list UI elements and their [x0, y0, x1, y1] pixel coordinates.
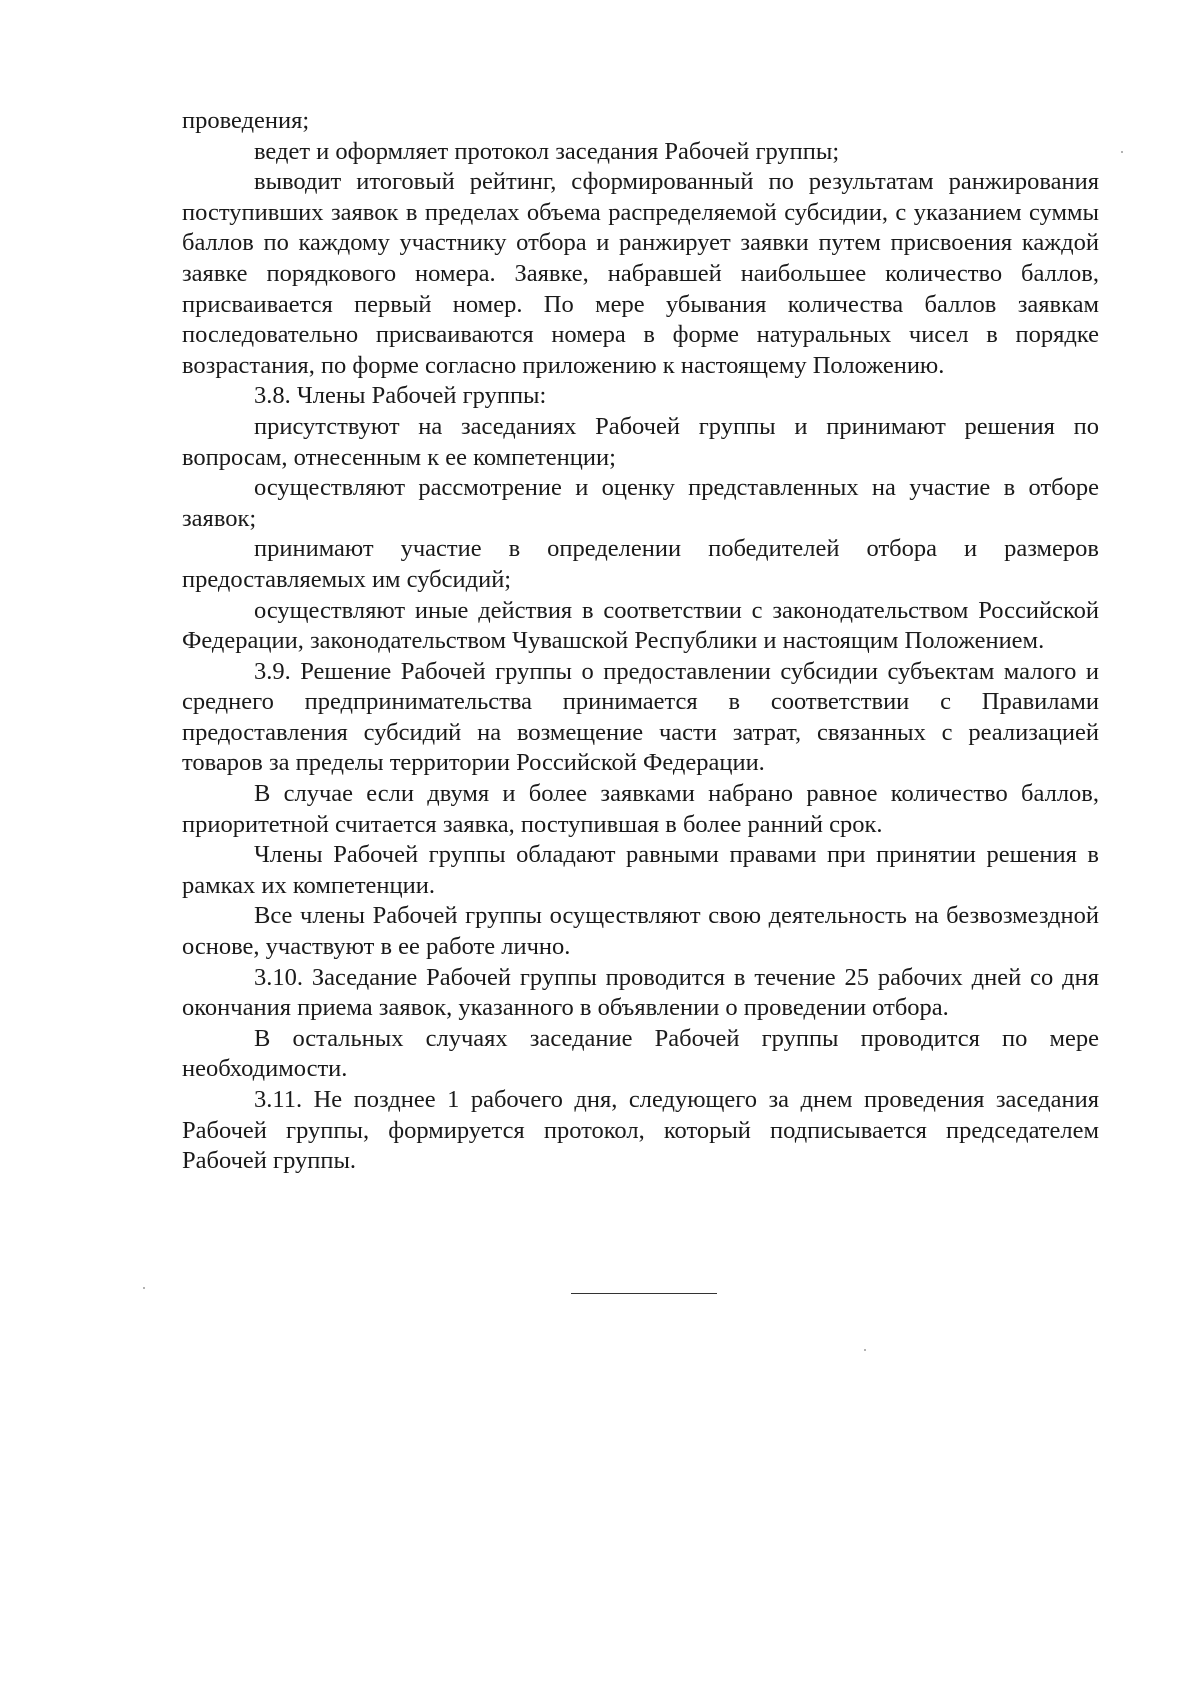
document-body	[182, 106, 1099, 1177]
paragraph-continuation: проведения;	[182, 107, 310, 134]
paragraph: В случае если двумя и более заявками набрано равное количество баллов, приоритетной считается заявка, поступившая в более ранний срок.	[182, 780, 1099, 838]
paragraph-3-10: 3.10. Заседание Рабочей группы проводится в течение 25 рабочих дней со дня окончания приема заявок, указанного в объявлении о проведении отбора.	[182, 963, 1099, 1022]
paragraph: принимают участие в определении победителей отбора и размеров предоставляемых им субсидий;	[182, 535, 1099, 593]
paragraph: выводит итоговый рейтинг, сформированный по результатам ранжирования поступивших заявок в пределах объема распределяемой субсидии, с указанием суммы баллов по каждому участнику отбора и ранжирует заявки путем присвоения каждой заявке порядкового номера. Заявке, набравшей наибольшее количество баллов, присваивается первый номер. По мере убывания количества баллов заявкам последовательно присваиваются номера в форме натуральных чисел в порядке возрастания, по форме согласно приложению к настоящему Положению.	[182, 168, 1099, 379]
scan-speck	[143, 1287, 145, 1289]
paragraph: Все члены Рабочей группы осуществляют свою деятельность на безвозмездной основе, участвуют в ее работе лично.	[182, 902, 1099, 961]
scan-speck	[864, 1349, 866, 1351]
scan-speck	[1121, 151, 1123, 153]
paragraph: осуществляют рассмотрение и оценку представленных на участие в отборе заявок;	[182, 474, 1099, 532]
paragraph-3-11: 3.11. Не позднее 1 рабочего дня, следующего за днем проведения заседания Рабочей группы, формируется протокол, который подписывается председателем Рабочей группы.	[182, 1086, 1099, 1175]
paragraph: осуществляют иные действия в соответствии с законодательством Российской Федерации, законодательством Чувашской Республики и настоящим Положением.	[182, 596, 1099, 655]
section-heading-3-8: 3.8. Члены Рабочей группы:	[254, 382, 547, 410]
paragraph: присутствуют на заседаниях Рабочей группы и принимают решения по вопросам, отнесенным к ее компетенции;	[182, 412, 1099, 471]
paragraph: Члены Рабочей группы обладают равными правами при принятии решения в рамках их компетенции.	[182, 841, 1099, 899]
paragraph-3-9: 3.9. Решение Рабочей группы о предоставлении субсидии субъектам малого и среднего предпринимательства принимается в соответствии с Правилами предоставления субсидий на возмещение части затрат, связанных с реализацией товаров за пределы территории Российской Федерации.	[182, 657, 1099, 777]
paragraph: ведет и оформляет протокол заседания Рабочей группы;	[254, 137, 840, 165]
end-of-document-rule	[571, 1293, 717, 1294]
paragraph: В остальных случаях заседание Рабочей группы проводится по мере необходимости.	[182, 1024, 1099, 1083]
